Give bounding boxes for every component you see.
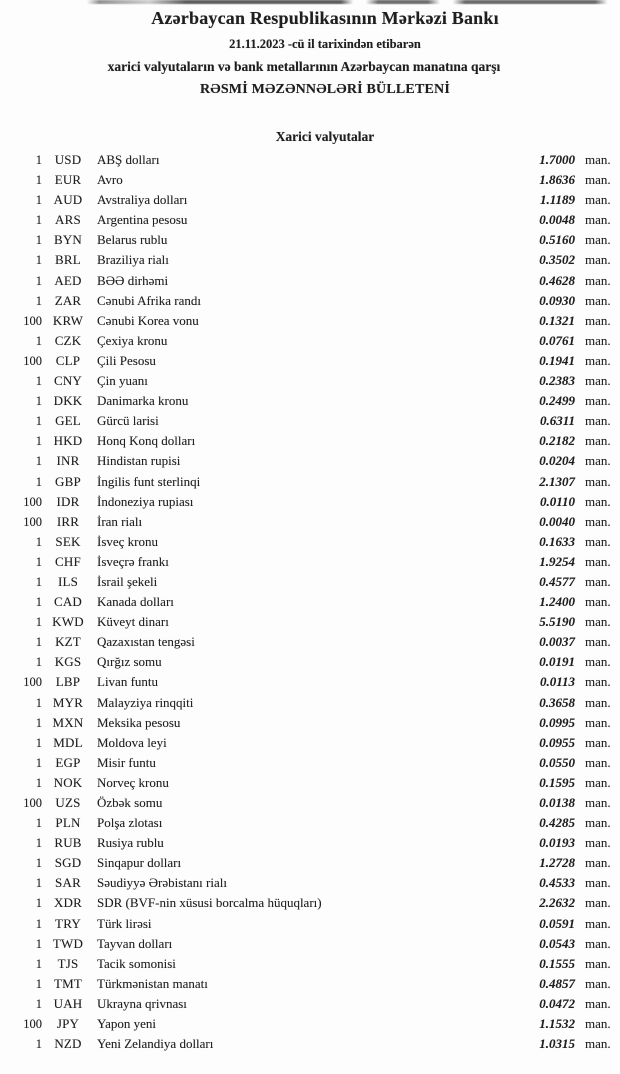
unit-label-cell: man. xyxy=(585,875,611,891)
currency-code-cell: SAR xyxy=(55,875,81,891)
currency-code-cell: LBP xyxy=(55,674,81,690)
unit-label-cell: man. xyxy=(585,694,611,710)
currency-name-cell: Belarus rublu xyxy=(97,232,168,248)
table-row xyxy=(0,371,620,391)
unit-label-cell: man. xyxy=(585,654,611,670)
currency-name-cell: Braziliya rialı xyxy=(97,252,169,268)
unit-label-cell: man. xyxy=(585,614,611,630)
currency-name-cell: Moldova leyi xyxy=(97,734,167,750)
table-row xyxy=(0,833,620,853)
quantity-cell: 1 xyxy=(35,615,42,630)
rate-value-cell: 0.0037 xyxy=(539,634,575,650)
currency-name-cell: Avstraliya dolları xyxy=(97,192,188,208)
unit-label-cell: man. xyxy=(585,714,611,730)
currency-code-cell: BYN xyxy=(53,232,83,248)
quantity-cell: 1 xyxy=(35,876,42,891)
table-row xyxy=(0,974,620,994)
table-row xyxy=(0,773,620,793)
unit-label-cell: man. xyxy=(585,1016,611,1032)
rate-value-cell: 0.0930 xyxy=(539,292,575,308)
currency-code-cell: CAD xyxy=(53,594,83,610)
currency-name-cell: Avro xyxy=(97,172,123,188)
quantity-cell: 1 xyxy=(35,956,42,971)
currency-name-cell: Argentina pesosu xyxy=(97,212,188,228)
currency-code-cell: GEL xyxy=(55,413,81,429)
table-row xyxy=(0,431,620,451)
table-row xyxy=(0,411,620,431)
table-row xyxy=(0,170,620,190)
rate-value-cell: 0.1595 xyxy=(539,774,575,790)
rate-value-cell: 0.2383 xyxy=(539,373,575,389)
rate-value-cell: 0.0113 xyxy=(539,674,575,690)
currency-code-cell: CNY xyxy=(53,373,83,389)
quantity-cell: 1 xyxy=(35,153,42,167)
rate-value-cell: 0.1941 xyxy=(539,352,575,368)
quantity-cell: 1 xyxy=(35,816,42,831)
currency-code-cell: RUB xyxy=(54,835,82,851)
quantity-cell: 1 xyxy=(35,554,42,569)
currency-code-cell: PLN xyxy=(55,815,81,831)
rate-value-cell: 0.0550 xyxy=(539,754,575,770)
currency-name-cell: İran rialı xyxy=(97,513,143,529)
table-row xyxy=(0,532,620,552)
table-row xyxy=(0,733,620,753)
currency-code-cell: MYR xyxy=(52,694,84,710)
rate-value-cell: 1.0315 xyxy=(539,1036,575,1052)
rate-value-cell: 0.1555 xyxy=(539,955,575,971)
currency-code-cell: ARS xyxy=(55,212,81,228)
table-row xyxy=(0,813,620,833)
scan-edge-artifact xyxy=(0,0,620,4)
rate-value-cell: 1.7000 xyxy=(539,152,575,167)
currency-code-cell: TWD xyxy=(52,935,84,951)
rate-value-cell: 0.0110 xyxy=(539,493,575,509)
currency-code-cell: NZD xyxy=(54,1036,82,1052)
currency-code-cell: SEK xyxy=(55,533,81,549)
currency-code-cell: BRL xyxy=(55,252,81,268)
unit-label-cell: man. xyxy=(585,373,611,389)
table-row xyxy=(0,693,620,713)
rate-value-cell: 0.0543 xyxy=(539,935,575,951)
rate-value-cell: 0.0591 xyxy=(539,915,575,931)
currency-name-cell: Qırğız somu xyxy=(97,654,162,670)
table-row xyxy=(0,271,620,291)
currency-code-cell: CHF xyxy=(55,553,81,569)
table-row xyxy=(0,512,620,532)
currency-name-cell: Gürcü larisi xyxy=(97,413,159,429)
currency-name-cell: Malayziya rinqqiti xyxy=(97,694,194,710)
table-row xyxy=(0,351,620,371)
table-row xyxy=(0,451,620,471)
currency-code-cell: TRY xyxy=(55,915,81,931)
currency-name-cell: Livan funtu xyxy=(97,674,159,690)
quantity-cell: 1 xyxy=(35,735,42,750)
quantity-cell: 1 xyxy=(35,856,42,871)
table-row xyxy=(0,291,620,311)
rate-value-cell: 2.2632 xyxy=(539,895,575,911)
unit-label-cell: man. xyxy=(585,955,611,971)
table-row xyxy=(0,210,620,230)
currency-code-cell: TMT xyxy=(53,975,83,991)
currency-code-cell: KGS xyxy=(54,654,82,670)
unit-label-cell: man. xyxy=(585,594,611,610)
table-row xyxy=(0,331,620,351)
unit-label-cell: man. xyxy=(585,272,611,288)
unit-label-cell: man. xyxy=(585,634,611,650)
rate-value-cell: 1.9254 xyxy=(539,553,575,569)
quantity-cell: 100 xyxy=(23,353,42,368)
currency-name-cell: Yapon yeni xyxy=(97,1016,156,1032)
bulletin-title: RƏSMİ MƏZƏNNƏLƏRİ BÜLLETENİ xyxy=(199,82,451,97)
currency-code-cell: IDR xyxy=(56,493,80,509)
rate-value-cell: 1.8636 xyxy=(539,172,575,188)
unit-label-cell: man. xyxy=(585,795,611,810)
quantity-cell: 1 xyxy=(35,1037,42,1052)
unit-label-cell: man. xyxy=(585,835,611,851)
quantity-cell: 1 xyxy=(35,534,42,549)
table-row xyxy=(0,552,620,572)
currency-code-cell: NOK xyxy=(53,774,83,790)
rate-value-cell: 0.0040 xyxy=(539,513,575,529)
rate-value-cell: 0.0955 xyxy=(539,734,575,750)
currency-code-cell: EUR xyxy=(54,172,82,188)
rate-value-cell: 1.1532 xyxy=(539,1016,575,1032)
unit-label-cell: man. xyxy=(585,533,611,549)
table-row xyxy=(0,934,620,954)
currency-name-cell: Yeni Zelandiya dolları xyxy=(97,1036,214,1052)
unit-label-cell: man. xyxy=(585,172,611,188)
unit-label-cell: man. xyxy=(585,513,611,529)
unit-label-cell: man. xyxy=(585,413,611,429)
currency-code-cell: UAH xyxy=(53,995,83,1011)
currency-name-cell: Çili Pesosu xyxy=(97,352,156,368)
quantity-cell: 1 xyxy=(35,193,42,208)
currency-code-cell: KWD xyxy=(52,614,84,630)
unit-label-cell: man. xyxy=(585,815,611,831)
currency-name-cell: İngilis funt sterlinqi xyxy=(97,473,201,489)
table-row xyxy=(0,190,620,210)
currency-code-cell: MDL xyxy=(53,734,83,750)
quantity-cell: 1 xyxy=(35,233,42,248)
currency-name-cell: Türk lirəsi xyxy=(97,915,152,931)
currency-name-cell: Küveyt dinarı xyxy=(97,614,169,630)
currency-code-cell: USD xyxy=(54,152,82,167)
currency-code-cell: AUD xyxy=(53,192,83,208)
quantity-cell: 100 xyxy=(23,796,42,810)
currency-name-cell: SDR (BVF-nin xüsusi borcalma hüquqları) xyxy=(97,895,322,911)
table-row xyxy=(0,150,620,170)
rate-value-cell: 1.1189 xyxy=(539,192,575,208)
rate-value-cell: 1.2400 xyxy=(539,594,575,610)
unit-label-cell: man. xyxy=(585,975,611,991)
subtitle-line: xarici valyutaların və bank metallarının Azərbaycan manatına qarşı xyxy=(107,59,501,74)
rate-value-cell: 0.0204 xyxy=(539,453,575,469)
currency-name-cell: Sinqapur dolları xyxy=(97,855,182,871)
table-row xyxy=(0,914,620,934)
rate-value-cell: 0.4533 xyxy=(539,875,575,891)
rate-value-cell: 0.0995 xyxy=(539,714,575,730)
currency-code-cell: TJS xyxy=(57,955,79,971)
section-title-foreign-currencies: Xarici valyutalar xyxy=(275,129,375,144)
rate-value-cell: 0.0048 xyxy=(539,212,575,228)
currency-name-cell: Tayvan dolları xyxy=(97,935,173,951)
quantity-cell: 1 xyxy=(35,474,42,489)
table-row xyxy=(0,230,620,250)
currency-name-cell: Hindistan rupisi xyxy=(97,453,181,469)
quantity-cell: 100 xyxy=(23,1017,42,1032)
effective-date-line: 21.11.2023 -cü il tarixindən etibarən xyxy=(229,37,421,51)
quantity-cell: 1 xyxy=(35,755,42,770)
currency-name-cell: Meksika pesosu xyxy=(97,714,181,730)
quantity-cell: 1 xyxy=(35,896,42,911)
currency-code-cell: DKK xyxy=(53,393,83,409)
unit-label-cell: man. xyxy=(585,433,611,449)
rate-value-cell: 0.4857 xyxy=(539,975,575,991)
quantity-cell: 1 xyxy=(35,394,42,409)
table-row xyxy=(0,873,620,893)
rate-value-cell: 0.3502 xyxy=(539,252,575,268)
rate-value-cell: 0.0472 xyxy=(539,995,575,1011)
currency-code-cell: SGD xyxy=(54,855,82,871)
table-row xyxy=(0,1014,620,1034)
currency-code-cell: ILS xyxy=(57,573,79,589)
rate-value-cell: 0.0138 xyxy=(539,795,575,810)
currency-name-cell: ABŞ dolları xyxy=(97,152,160,167)
currency-name-cell: Honq Konq dolları xyxy=(97,433,196,449)
unit-label-cell: man. xyxy=(585,232,611,248)
table-row xyxy=(0,572,620,592)
rate-value-cell: 0.1321 xyxy=(539,312,575,328)
quantity-cell: 100 xyxy=(23,313,42,328)
currency-name-cell: Norveç kronu xyxy=(97,774,169,790)
quantity-cell: 1 xyxy=(35,715,42,730)
table-row xyxy=(0,954,620,974)
rate-value-cell: 0.4628 xyxy=(539,272,575,288)
currency-name-cell: Polşa zlotası xyxy=(97,815,163,831)
table-row xyxy=(0,391,620,411)
quantity-cell: 1 xyxy=(35,595,42,610)
quantity-cell: 1 xyxy=(35,434,42,449)
rate-value-cell: 0.0191 xyxy=(539,654,575,670)
quantity-cell: 100 xyxy=(23,494,42,509)
quantity-cell: 1 xyxy=(35,936,42,951)
table-row xyxy=(0,311,620,331)
unit-label-cell: man. xyxy=(585,152,611,167)
unit-label-cell: man. xyxy=(585,332,611,348)
currency-name-cell: İsveç kronu xyxy=(97,533,159,549)
unit-label-cell: man. xyxy=(585,754,611,770)
table-row xyxy=(0,592,620,612)
currency-name-cell: Cənubi Korea vonu xyxy=(97,312,199,328)
unit-label-cell: man. xyxy=(585,473,611,489)
quantity-cell: 100 xyxy=(23,514,42,529)
quantity-cell: 1 xyxy=(35,414,42,429)
unit-label-cell: man. xyxy=(585,252,611,268)
currency-name-cell: İsrail şekeli xyxy=(97,573,158,589)
quantity-cell: 100 xyxy=(23,675,42,690)
currency-name-cell: Cənubi Afrika randı xyxy=(97,292,201,308)
table-row xyxy=(0,793,620,813)
currency-code-cell: XDR xyxy=(53,895,83,911)
unit-label-cell: man. xyxy=(585,493,611,509)
rate-value-cell: 0.4285 xyxy=(539,815,575,831)
currency-name-cell: Misir funtu xyxy=(97,754,156,770)
rate-value-cell: 0.2182 xyxy=(539,433,575,449)
unit-label-cell: man. xyxy=(585,895,611,911)
rate-value-cell: 0.1633 xyxy=(539,533,575,549)
quantity-cell: 1 xyxy=(35,916,42,931)
currency-code-cell: MXN xyxy=(52,714,84,730)
table-row xyxy=(0,893,620,913)
currency-code-cell: UZS xyxy=(55,795,81,810)
unit-label-cell: man. xyxy=(585,212,611,228)
quantity-cell: 1 xyxy=(35,293,42,308)
unit-label-cell: man. xyxy=(585,312,611,328)
currency-code-cell: ZAR xyxy=(54,292,82,308)
currency-name-cell: Danimarka kronu xyxy=(97,393,189,409)
unit-label-cell: man. xyxy=(585,915,611,931)
currency-code-cell: KRW xyxy=(52,312,84,328)
currency-name-cell: Çin yuanı xyxy=(97,373,148,389)
currency-code-cell: INR xyxy=(56,453,80,469)
table-row xyxy=(0,250,620,270)
unit-label-cell: man. xyxy=(585,553,611,569)
unit-label-cell: man. xyxy=(585,192,611,208)
quantity-cell: 1 xyxy=(35,635,42,650)
quantity-cell: 1 xyxy=(35,996,42,1011)
quantity-cell: 1 xyxy=(35,333,42,348)
rate-value-cell: 0.4577 xyxy=(539,573,575,589)
quantity-cell: 1 xyxy=(35,976,42,991)
currency-code-cell: AED xyxy=(54,272,82,288)
currency-code-cell: CLP xyxy=(55,352,81,368)
currency-name-cell: Rusiya rublu xyxy=(97,835,164,851)
currency-name-cell: Ukrayna qrivnası xyxy=(97,995,187,1011)
bulletin-header xyxy=(45,7,605,98)
currency-name-cell: BƏƏ dirhəmi xyxy=(97,272,169,288)
table-row xyxy=(0,1034,620,1054)
rate-value-cell: 0.3658 xyxy=(539,694,575,710)
unit-label-cell: man. xyxy=(585,573,611,589)
rate-value-cell: 0.6311 xyxy=(539,413,575,429)
quantity-cell: 1 xyxy=(35,695,42,710)
quantity-cell: 1 xyxy=(35,655,42,670)
currency-name-cell: Səudiyyə Ərəbistanı rialı xyxy=(97,875,227,891)
unit-label-cell: man. xyxy=(585,1036,611,1052)
currency-name-cell: Çexiya kronu xyxy=(97,332,168,348)
unit-label-cell: man. xyxy=(585,774,611,790)
currency-code-cell: EGP xyxy=(55,754,81,770)
currency-code-cell: GBP xyxy=(55,473,81,489)
currency-code-cell: IRR xyxy=(56,513,80,529)
currency-name-cell: Kanada dolları xyxy=(97,594,174,610)
rate-value-cell: 0.0193 xyxy=(539,835,575,851)
currency-name-cell: Qazaxıstan tengəsi xyxy=(97,634,195,650)
unit-label-cell: man. xyxy=(585,734,611,750)
currency-code-cell: HKD xyxy=(53,433,83,449)
currency-code-cell: CZK xyxy=(54,332,82,348)
currency-name-cell: Tacik somonisi xyxy=(97,955,176,971)
rate-value-cell: 0.0761 xyxy=(539,332,575,348)
table-row xyxy=(0,612,620,632)
currency-code-cell: KZT xyxy=(55,634,81,650)
unit-label-cell: man. xyxy=(585,935,611,951)
unit-label-cell: man. xyxy=(585,995,611,1011)
quantity-cell: 1 xyxy=(35,574,42,589)
unit-label-cell: man. xyxy=(585,292,611,308)
rate-value-cell: 2.1307 xyxy=(539,473,575,489)
bank-title: Azərbaycan Respublikasının Mərkəzi Bankı xyxy=(151,8,499,28)
rate-value-cell: 0.2499 xyxy=(539,393,575,409)
table-row xyxy=(0,713,620,733)
unit-label-cell: man. xyxy=(585,453,611,469)
unit-label-cell: man. xyxy=(585,674,611,690)
table-row xyxy=(0,853,620,873)
quantity-cell: 1 xyxy=(35,454,42,469)
currency-name-cell: İsveçrə frankı xyxy=(97,553,169,569)
table-row xyxy=(0,753,620,773)
currency-code-cell: JPY xyxy=(56,1016,80,1032)
unit-label-cell: man. xyxy=(585,352,611,368)
currency-name-cell: Türkmənistan manatı xyxy=(97,975,208,991)
table-row xyxy=(0,652,620,672)
quantity-cell: 1 xyxy=(35,173,42,188)
rate-value-cell: 1.2728 xyxy=(539,855,575,871)
currency-name-cell: Özbək somu xyxy=(97,795,163,810)
quantity-cell: 1 xyxy=(35,253,42,268)
table-row xyxy=(0,472,620,492)
quantity-cell: 1 xyxy=(35,374,42,389)
quantity-cell: 1 xyxy=(35,775,42,790)
table-row xyxy=(0,994,620,1014)
quantity-cell: 1 xyxy=(35,213,42,228)
exchange-rates-table xyxy=(0,150,620,1054)
table-row xyxy=(0,672,620,692)
quantity-cell: 1 xyxy=(35,836,42,851)
rate-value-cell: 5.5190 xyxy=(539,614,575,630)
rate-value-cell: 0.5160 xyxy=(539,232,575,248)
table-row xyxy=(0,632,620,652)
unit-label-cell: man. xyxy=(585,393,611,409)
currency-name-cell: İndoneziya rupiası xyxy=(97,493,194,509)
table-row xyxy=(0,492,620,512)
unit-label-cell: man. xyxy=(585,855,611,871)
quantity-cell: 1 xyxy=(35,273,42,288)
